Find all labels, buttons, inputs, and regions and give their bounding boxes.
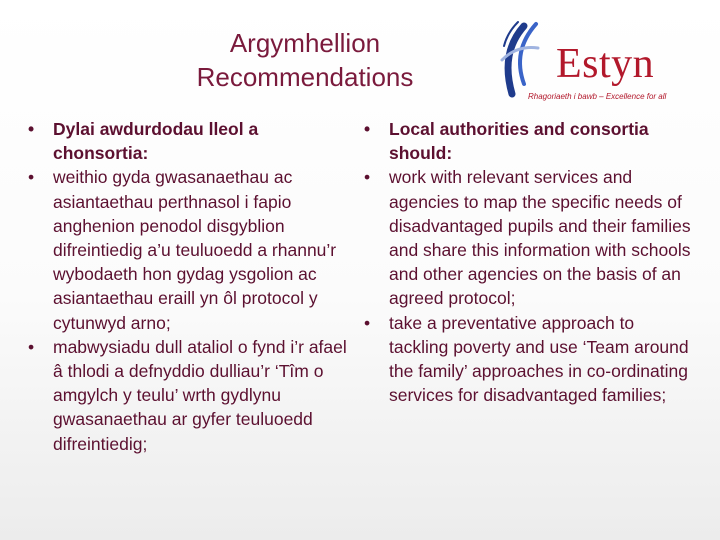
welsh-lead-item: • Dylai awdurdodau lleol a chonsortia: (28, 117, 353, 165)
logo-tagline: Rhagoriaeth i bawb – Excellence for all (528, 92, 667, 101)
english-list-item: • work with relevant services and agencies to map the specific needs of disadvantaged pupils and their families and share this information with schools and other agencies on the basis of an agreed protocol; (364, 165, 694, 310)
welsh-list-item: • mabwysiadu dull ataliol o fynd i’r afael â thlodi a defnyddio dulliau’r ‘Tîm o amgylch y teulu’ wrth gydlynu gwasanaethau ar gyfer teuluoedd difreintiedig; (28, 335, 353, 456)
english-recommendations-list (364, 117, 694, 407)
estyn-emblem-icon (490, 20, 560, 100)
welsh-list-item: • weithio gyda gwasanaethau ac asiantaethau perthnasol i fapio anghenion penodol disgyblion difreintiedig a’u teuluoedd a rhannu’r wybodaeth hon gydag ysgolion ac asiantaethau eraill yn ôl protocol y cytunwyd arno; (28, 165, 353, 334)
estyn-logo (490, 20, 690, 106)
english-list-item: • take a preventative approach to tackling poverty and use ‘Team around the family’ approaches in co-ordinating services for disadvantaged families; (364, 311, 694, 408)
logo-wordmark: Estyn (556, 41, 655, 87)
welsh-recommendations-list (28, 117, 353, 456)
title-english: Recommendations (196, 62, 414, 92)
title-welsh: Argymhellion (229, 28, 381, 58)
slide-title (140, 26, 470, 94)
english-lead-item: • Local authorities and consortia should: (364, 117, 694, 165)
